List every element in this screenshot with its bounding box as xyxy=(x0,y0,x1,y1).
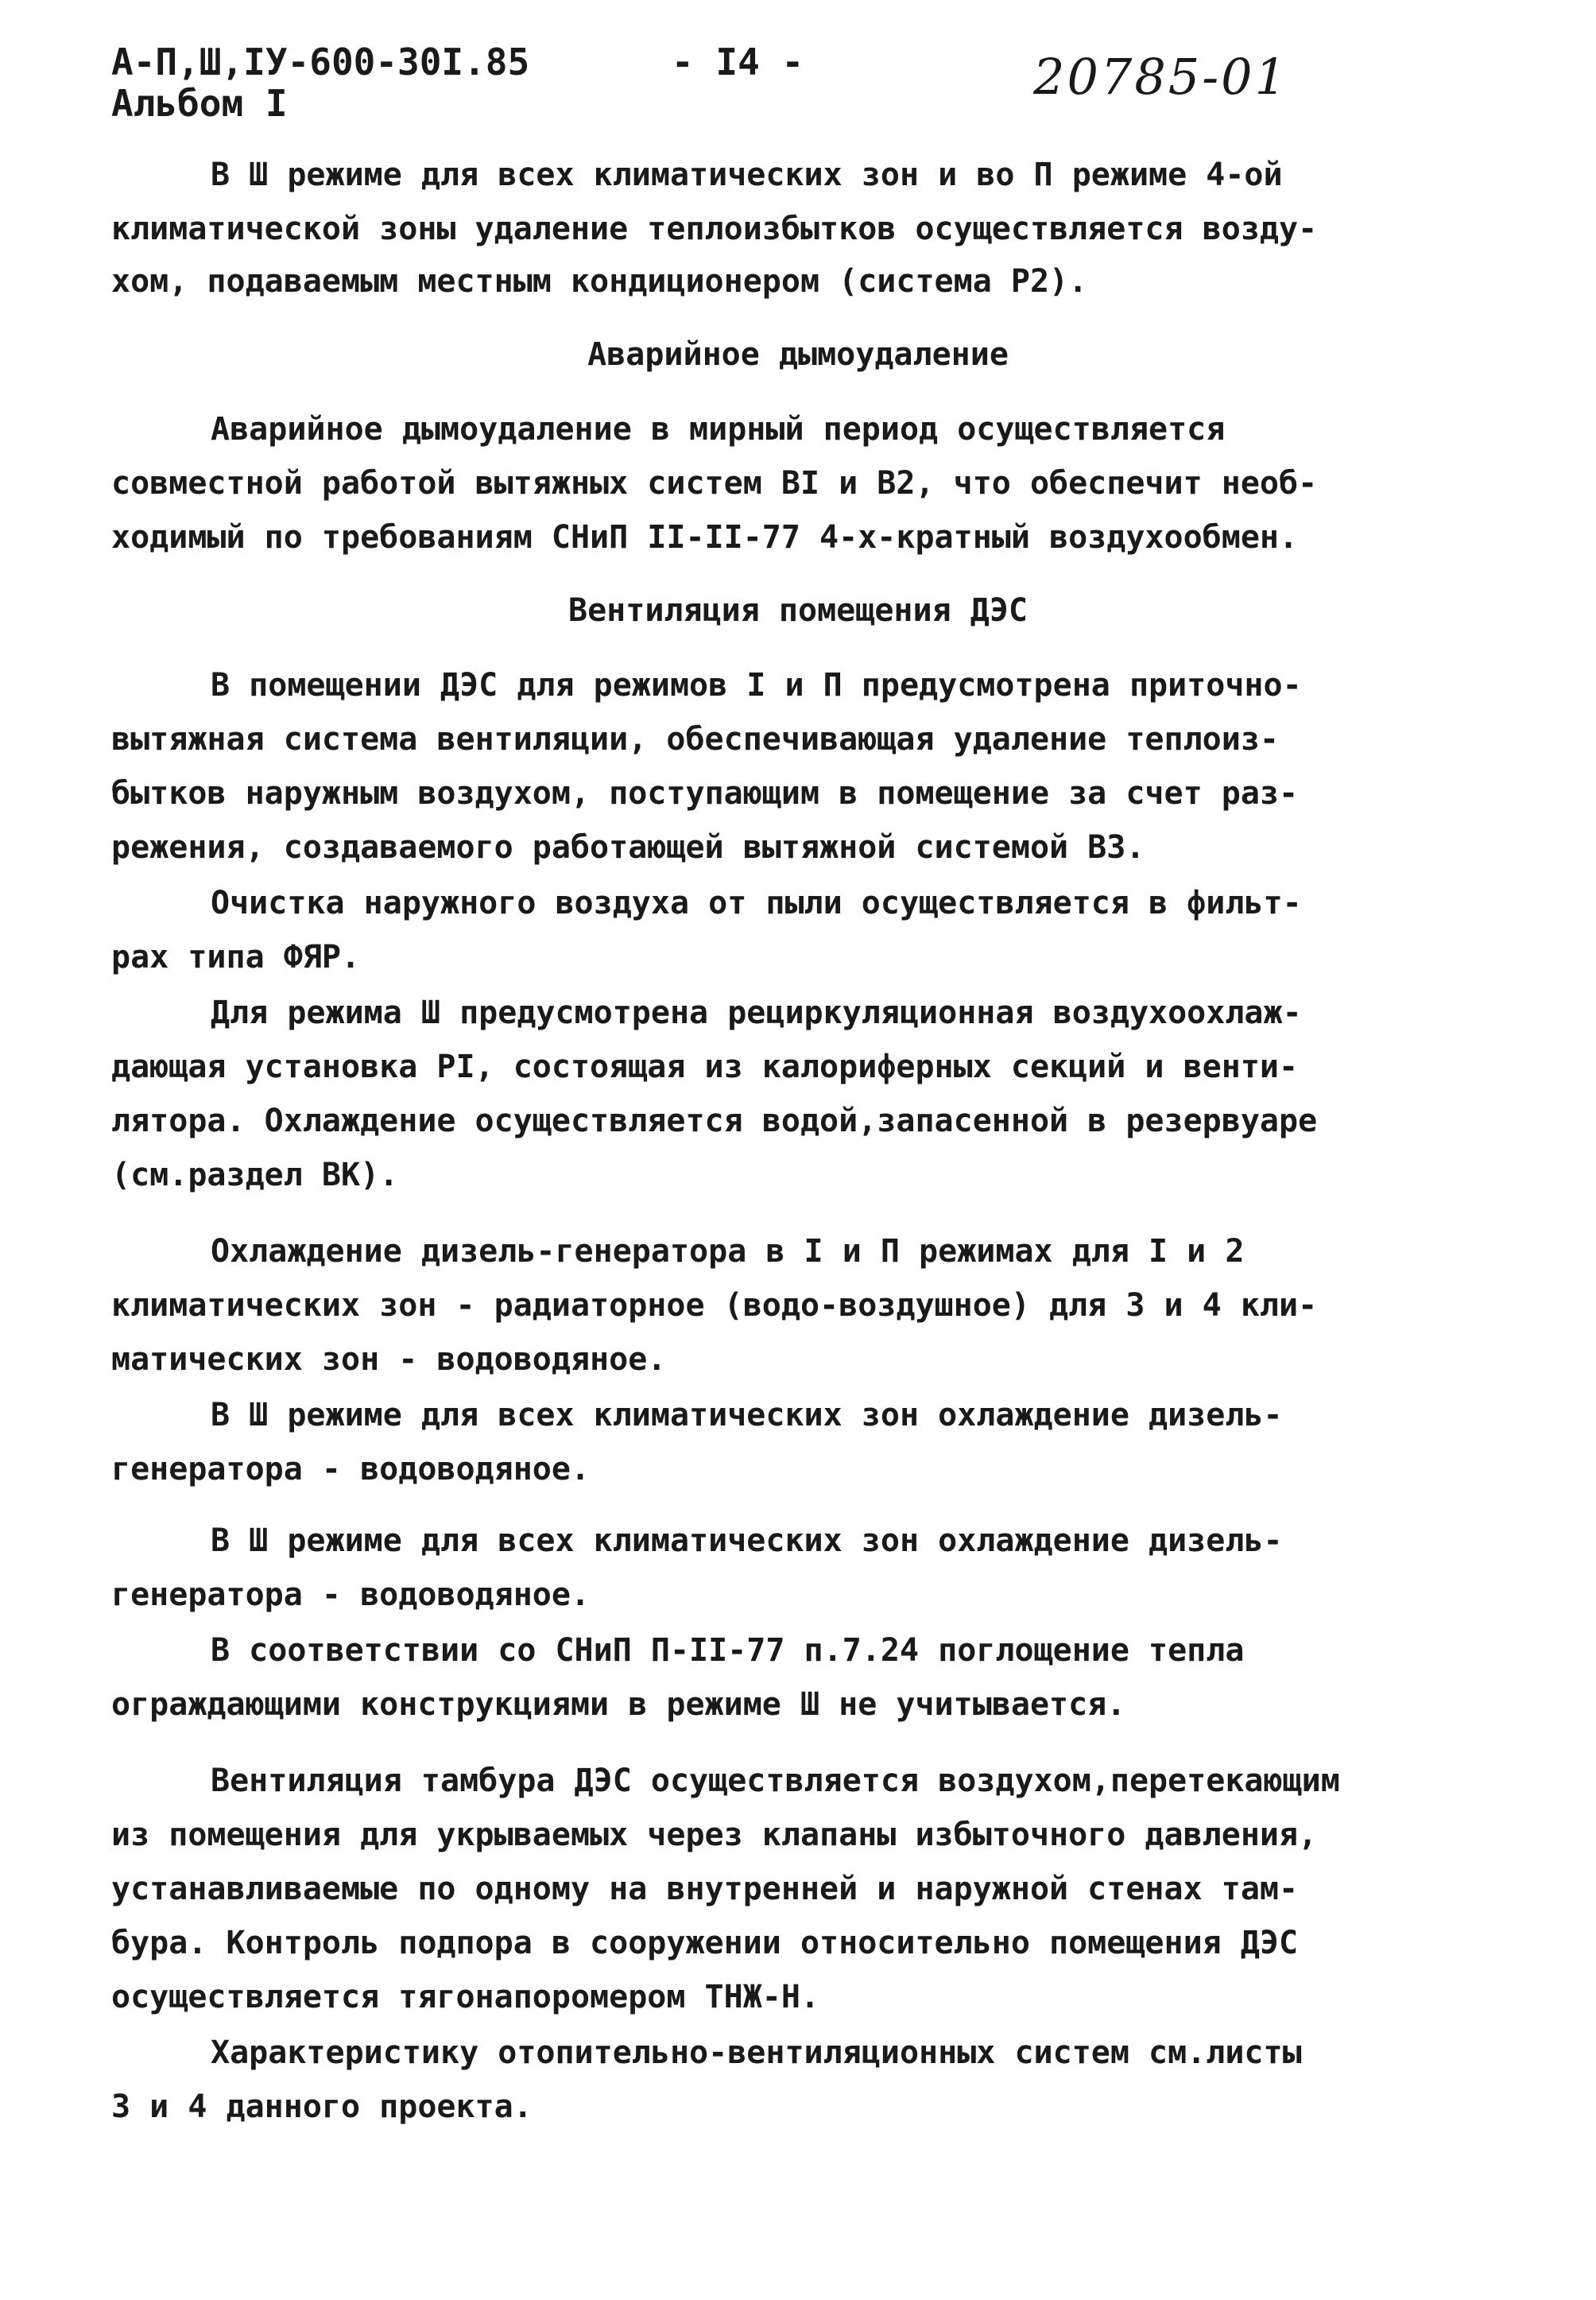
text-line: режения, создаваемого работающей вытяжной системой В3. xyxy=(111,829,1145,866)
text-line: устанавливаемые по одному на внутренней и наружной стенах там- xyxy=(111,1871,1299,1907)
text-line: дающая установка РI, состоящая из калориферных секций и венти- xyxy=(111,1049,1299,1085)
text-line: Характеристику отопительно-вентиляционных систем см.листы xyxy=(211,2034,1302,2071)
handwritten-doc-number: 20785-01 xyxy=(1033,48,1289,106)
text-line: вытяжная система вентиляции, обеспечивающая удаление теплоиз- xyxy=(111,721,1280,758)
text-line: климатической зоны удаление теплоизбытков осуществляется возду- xyxy=(111,211,1318,247)
text-line: бура. Контроль подпора в сооружении относительно помещения ДЭС xyxy=(111,1925,1299,1961)
album-label: Альбом I xyxy=(111,82,288,125)
text-line: матических зон - водоводяное. xyxy=(111,1341,667,1378)
text-line: Охлаждение дизель-генератора в I и П режимах для I и 2 xyxy=(211,1233,1245,1270)
text-line: генератора - водоводяное. xyxy=(111,1577,591,1613)
text-line: осуществляется тягонапоромером ТНЖ-Н. xyxy=(111,1979,820,2015)
text-line: В Ш режиме для всех климатических зон и во П режиме 4-ой xyxy=(211,157,1283,193)
text-line: бытков наружным воздухом, поступающим в помещение за счет раз- xyxy=(111,775,1299,812)
text-line: ограждающими конструкциями в режиме Ш не учитывается. xyxy=(111,1686,1126,1723)
text-line: В помещении ДЭС для режимов I и П предусмотрена приточно- xyxy=(211,667,1302,704)
text-line: климатических зон - радиаторное (водо-воздушное) для 3 и 4 кли- xyxy=(111,1287,1318,1324)
page-number: - I4 - xyxy=(672,41,804,83)
text-line: 3 и 4 данного проекта. xyxy=(111,2089,533,2125)
text-line: совместной работой вытяжных систем ВI и В2, что обеспечит необ- xyxy=(111,465,1318,502)
text-line: из помещения для укрываемых через клапаны избыточного давления, xyxy=(111,1817,1318,1853)
text-line: лятора. Охлаждение осуществляется водой,запасенной в резервуаре xyxy=(111,1103,1318,1139)
text-line: В соответствии со СНиП П-II-77 п.7.24 поглощение тепла xyxy=(211,1632,1245,1669)
text-line: ходимый по требованиям СНиП II-II-77 4-х-кратный воздухообмен. xyxy=(111,519,1299,556)
text-line: Вентиляция тамбура ДЭС осуществляется воздухом,перетекающим xyxy=(211,1763,1340,1799)
doc-code: А-П,Ш,IУ-600-30I.85 xyxy=(111,41,530,83)
text-line: Аварийное дымоудаление в мирный период осуществляется xyxy=(211,411,1226,448)
text-line: (см.раздел ВК). xyxy=(111,1157,399,1193)
section-heading: Аварийное дымоудаление xyxy=(587,336,1009,373)
text-line: В Ш режиме для всех климатических зон охлаждение дизель- xyxy=(211,1522,1283,1559)
text-line: Очистка наружного воздуха от пыли осуществляется в фильт- xyxy=(211,885,1302,921)
section-heading: Вентиляция помещения ДЭС xyxy=(568,592,1028,629)
text-line: Для режима Ш предусмотрена рециркуляционная воздухоохлаж- xyxy=(211,995,1302,1031)
text-line: рах типа ФЯР. xyxy=(111,939,361,975)
text-line: генератора - водоводяное. xyxy=(111,1451,591,1487)
text-line: хом, подаваемым местным кондиционером (система Р2). xyxy=(111,263,1088,300)
text-line: В Ш режиме для всех климатических зон охлаждение дизель- xyxy=(211,1397,1283,1433)
